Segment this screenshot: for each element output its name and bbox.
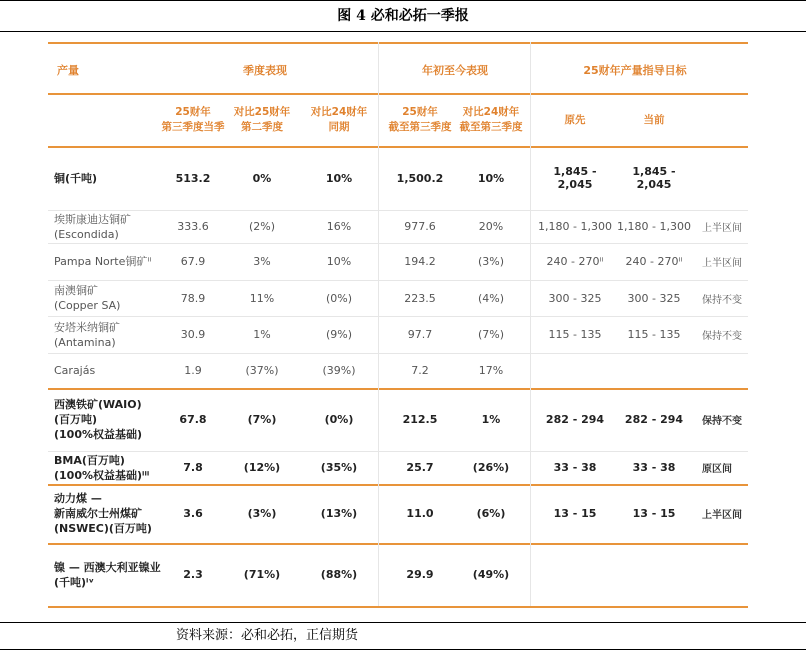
orange-rule [48, 606, 748, 608]
cell-c5: (26%) [472, 461, 510, 474]
cell-c5: (6%) [476, 507, 506, 520]
row-label: 埃斯康迪达铜矿 (Escondida) [54, 212, 131, 241]
cell-c1: 1.9 [184, 364, 202, 377]
cell-c3: 16% [326, 220, 352, 233]
header-col4: 25财年 截至第三季度 [388, 106, 452, 133]
cell-c2: 1% [253, 328, 271, 341]
source-text: 资料来源：必和必拓，正信期货 [176, 628, 359, 643]
cell-c6: 282 - 294 [545, 413, 605, 426]
cell-c7: 33 - 38 [632, 461, 676, 474]
cell-c7: 282 - 294 [624, 413, 684, 426]
cell-c5: 1% [481, 413, 501, 426]
cell-c4: 97.7 [407, 328, 433, 341]
cell-c5: 17% [478, 364, 504, 377]
row-label: 镍 — 西澳大利亚镍业 (千吨)ⁱᵛ [54, 560, 161, 589]
cell-c1: 3.6 [183, 507, 203, 520]
header-col7: 当前 [643, 113, 665, 126]
cell-c4: 977.6 [404, 220, 436, 233]
orange-rule [48, 42, 748, 44]
row-label: Pampa Norte铜矿ⁱⁱ [54, 255, 152, 268]
guidance-note: 保持不变 [702, 294, 742, 306]
cell-c4: 7.2 [411, 364, 429, 377]
row-label: BMA(百万吨) (100%权益基础)ⁱⁱⁱ [54, 453, 150, 482]
cell-c6: 115 - 135 [548, 328, 602, 341]
header-col6: 原先 [564, 113, 586, 126]
cell-c3: (13%) [320, 507, 358, 520]
orange-rule [48, 93, 748, 95]
cell-c7: 300 - 325 [627, 291, 681, 305]
cell-c3: (88%) [320, 568, 358, 581]
cell-c6: 240 - 270ⁱⁱ [546, 255, 604, 268]
cell-c3: (35%) [320, 461, 358, 474]
cell-c4: 212.5 [402, 413, 438, 426]
cell-c2: 0% [252, 171, 272, 185]
cell-c4: 29.9 [406, 568, 434, 581]
cell-c4: 223.5 [404, 291, 436, 305]
guidance-note: 上半区间 [702, 510, 742, 521]
header-product: 产量 [57, 64, 79, 77]
cell-c6: 13 - 15 [553, 507, 597, 520]
cell-c5: (4%) [477, 291, 505, 305]
header-col3: 对比24财年 同期 [310, 106, 368, 133]
guidance-note: 上半区间 [702, 258, 742, 269]
cell-c7: 1,180 - 1,300 [617, 220, 691, 233]
source-note [0, 622, 806, 650]
cell-c7: 13 - 15 [632, 507, 676, 520]
cell-c4: 1,500.2 [396, 171, 444, 185]
cell-c1: 2.3 [183, 568, 203, 581]
cell-c3: (9%) [325, 328, 353, 341]
cell-c2: 3% [253, 255, 271, 268]
cell-c2: (7%) [247, 413, 277, 426]
cell-c3: 10% [326, 255, 352, 268]
cell-c5: 20% [478, 220, 504, 233]
cell-c1: 78.9 [180, 291, 206, 305]
cell-c6: 1,180 - 1,300 [538, 220, 612, 233]
cell-c2: (12%) [243, 461, 281, 474]
guidance-note: 保持不变 [702, 416, 742, 427]
cell-c7: 1,845 - 2,045 [632, 165, 676, 191]
column-separator [378, 42, 379, 606]
cell-c1: 513.2 [175, 171, 211, 185]
cell-c5: (3%) [477, 255, 505, 268]
cell-c2: (3%) [247, 507, 277, 520]
guidance-note: 上半区间 [702, 223, 742, 234]
row-label: 安塔米纳铜矿 (Antamina) [54, 320, 120, 349]
row-label: 西澳铁矿(WAIO) (百万吨) (100%权益基础) [54, 398, 143, 441]
cell-c5: 10% [477, 171, 505, 185]
header-col5: 对比24财年 截至第三季度 [459, 106, 523, 133]
row-label: Carajás [54, 364, 96, 377]
cell-c2: (37%) [245, 364, 279, 377]
cell-c3: (0%) [324, 413, 354, 426]
header-quarter-group: 季度表现 [243, 64, 287, 77]
cell-c5: (7%) [477, 328, 505, 341]
cell-c7: 240 - 270ⁱⁱ [625, 255, 683, 268]
guidance-note: 原区间 [702, 464, 732, 475]
row-label: 铜(千吨) [54, 171, 98, 185]
cell-c7: 115 - 135 [627, 328, 681, 341]
row-label: 南澳铜矿 (Copper SA) [54, 284, 121, 312]
cell-c4: 11.0 [406, 507, 434, 520]
cell-c4: 194.2 [404, 255, 436, 268]
cell-c1: 7.8 [183, 461, 203, 474]
header-ytd-group: 年初至今表现 [422, 64, 488, 77]
guidance-note: 保持不变 [702, 331, 742, 342]
cell-c2: (71%) [243, 568, 281, 581]
row-label: 动力煤 — 新南威尔士州煤矿 (NSWEC)(百万吨) [54, 492, 152, 535]
cell-c6: 1,845 - 2,045 [553, 165, 597, 191]
cell-c6: 33 - 38 [553, 461, 597, 474]
cell-c2: 11% [249, 291, 275, 305]
column-separator [530, 42, 531, 606]
cell-c4: 25.7 [406, 461, 434, 474]
cell-c2: (2%) [248, 220, 276, 233]
figure-title: 图 4 必和必拓一季报 [0, 0, 806, 32]
header-col1: 25财年 第三季度当季 [161, 106, 225, 133]
cell-c3: (0%) [325, 291, 353, 305]
header-col2: 对比25财年 第二季度 [233, 106, 291, 133]
cell-c1: 67.8 [179, 413, 207, 426]
header-guidance-group: 25财年产量指导目标 [583, 64, 687, 77]
cell-c1: 67.9 [180, 255, 206, 268]
cell-c3: (39%) [322, 364, 356, 377]
cell-c6: 300 - 325 [548, 291, 602, 305]
cell-c1: 30.9 [180, 328, 206, 341]
cell-c5: (49%) [472, 568, 510, 581]
cell-c3: 10% [325, 171, 353, 185]
cell-c1: 333.6 [177, 220, 209, 233]
